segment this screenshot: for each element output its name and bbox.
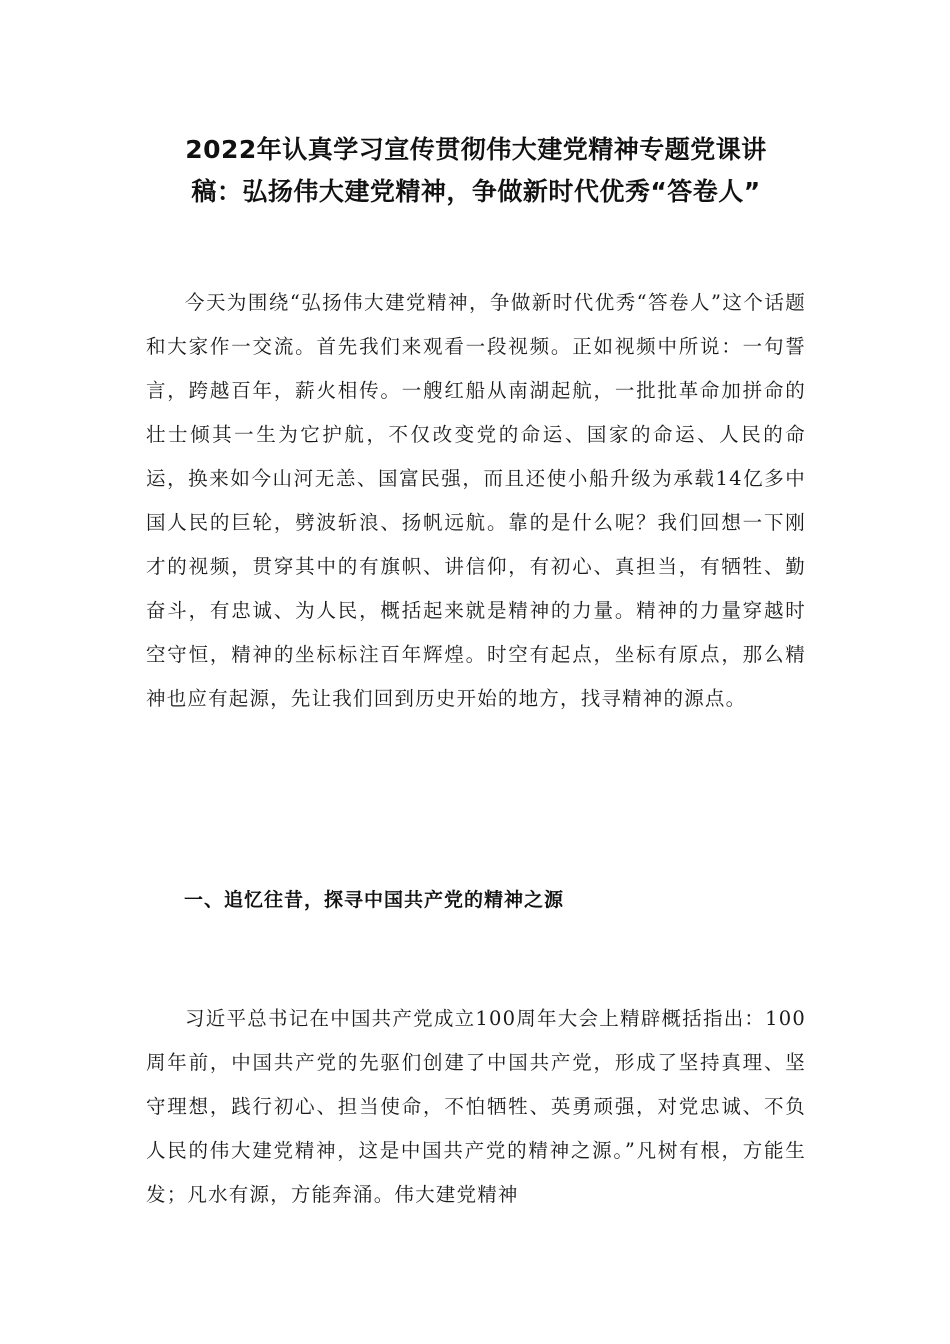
document-title [146,129,806,213]
section-paragraph: 习近平总书记在中国共产党成立100周年大会上精辟概括指出：100周年前，中国共产党的先驱们创建了中国共产党，形成了坚持真理、坚守理想，践行初心、担当使命，不怕牺牲、英勇顽强，对党忠诚、不负人民的伟大建党精神，这是中国共产党的精神之源。”凡树有根，方能生发；凡水有源，方能奔涌。伟大建党精神 [146,1007,806,1206]
intro-paragraph: 今天为围绕“弘扬伟大建党精神，争做新时代优秀“答卷人”这个话题和大家作一交流。首先我们来观看一段视频。正如视频中所说：一句誓言，跨越百年，薪火相传。一艘红船从南湖起航，一批批革命加拼命的壮士倾其一生为它护航，不仅改变党的命运、国家的命运、人民的命运，换来如今山河无恙、国富民强，而且还使小船升级为承载14亿多中国人民的巨轮，劈波斩浪、扬帆远航。靠的是什么呢？我们回想一下刚才的视频，贯穿其中的有旗帜、讲信仰，有初心、真担当，有牺牲、勤奋斗，有忠诚、为人民，概括起来就是精神的力量。精神的力量穿越时空守恒，精神的坐标标注百年辉煌。时空有起点，坐标有原点，那么精神也应有起源，先让我们回到历史开始的地方，找寻精神的源点。 [146,291,806,710]
title-line-1: 2022年认真学习宣传贯彻伟大建党精神专题党课讲 [185,135,767,164]
title-line-2: 稿：弘扬伟大建党精神，争做新时代优秀“答卷人” [191,177,761,206]
section-heading: 一、追忆往昔，探寻中国共产党的精神之源 [184,889,565,911]
